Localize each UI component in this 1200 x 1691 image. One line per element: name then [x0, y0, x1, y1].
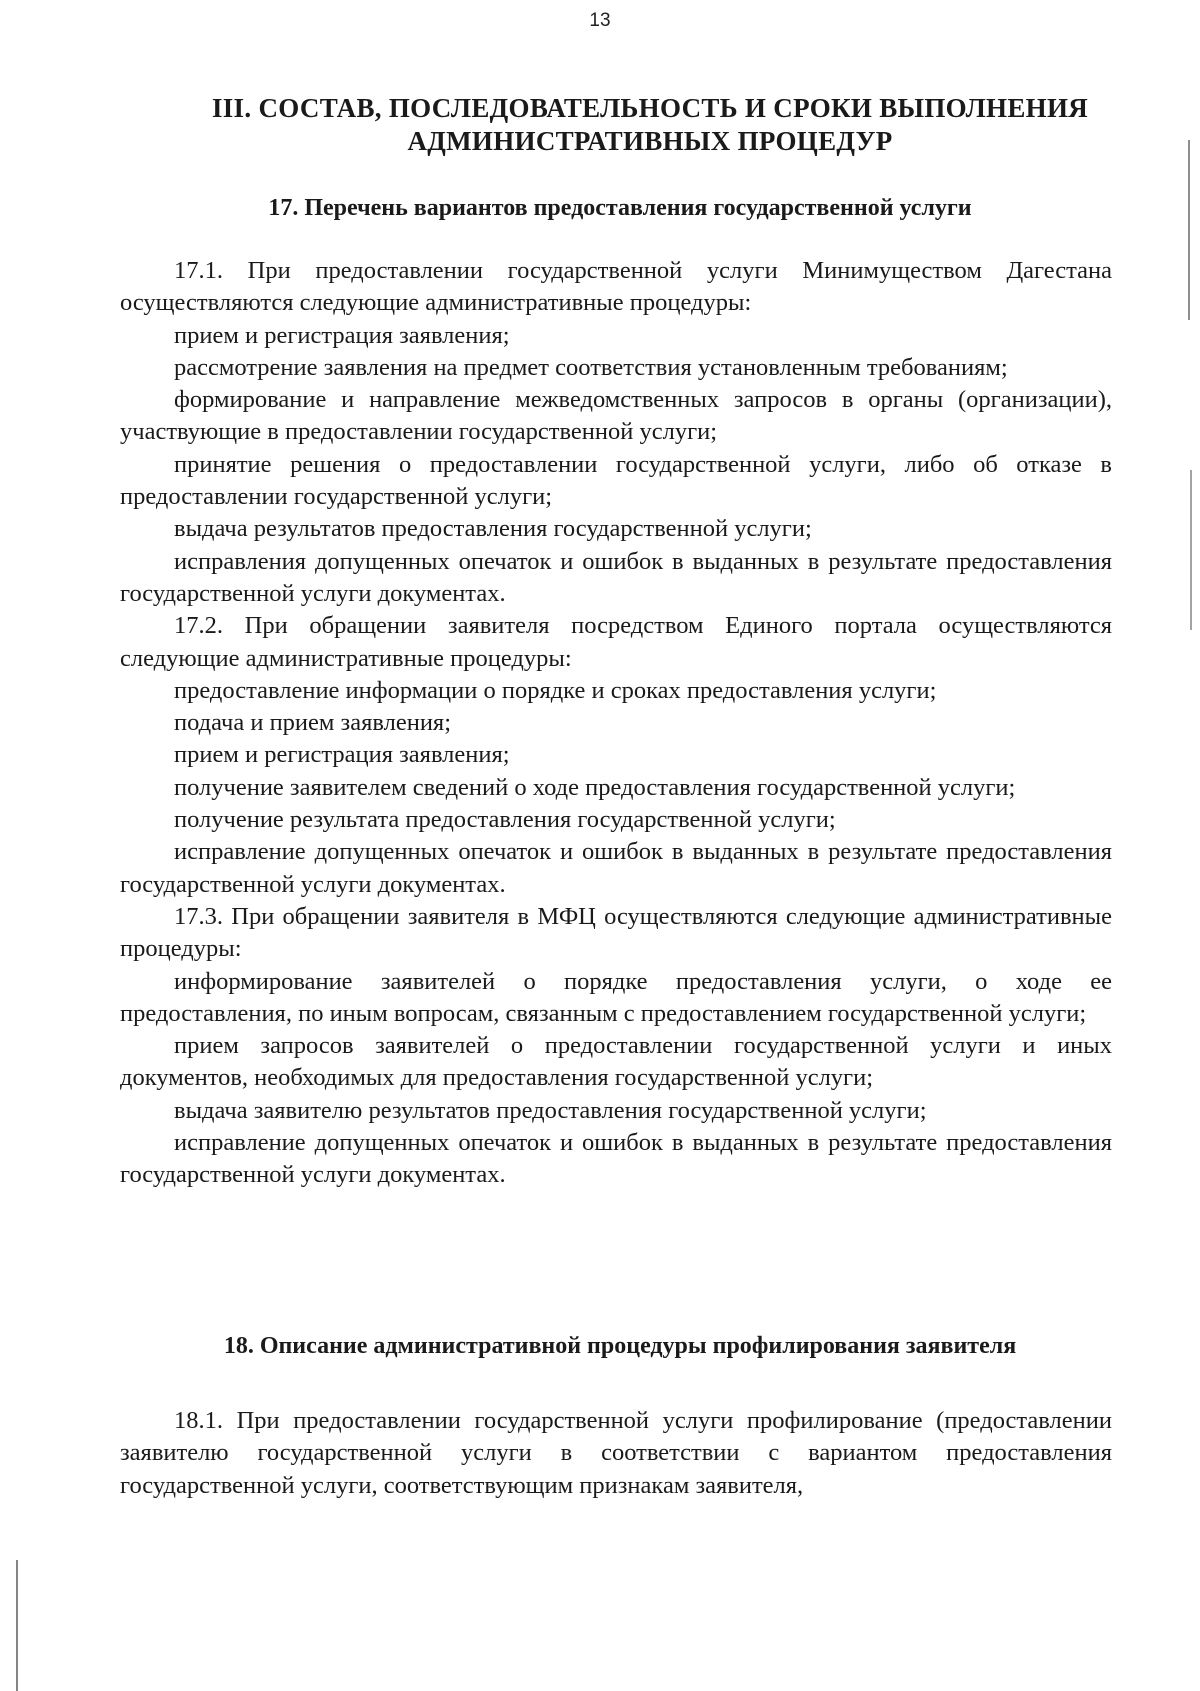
- scan-edge-line-left: [16, 1560, 18, 1691]
- subsection-17-title: 17. Перечень вариантов предоставления государственной услуги: [268, 195, 972, 221]
- list-item: исправления допущенных опечаток и ошибок в выданных в результате предоставления государственной услуги документах.: [120, 547, 1112, 607]
- list-item: рассмотрение заявления на предмет соответствия установленным требованиям;: [174, 353, 1008, 381]
- paragraph: 17.3. При обращении заявителя в МФЦ осуществляются следующие административные процедуры:: [120, 902, 1112, 963]
- list-item: информирование заявителей о порядке предоставления услуги, о ходе ее предоставления, по иным вопросам, связанным с предоставлением государственной услуги;: [120, 967, 1112, 1027]
- list-item: прием и регистрация заявления;: [174, 741, 510, 769]
- list-item: выдача результатов предоставления государственной услуги;: [174, 515, 812, 543]
- paragraph: 17.2. При обращении заявителя посредством Единого портала осуществляются следующие административные процедуры:: [120, 612, 1112, 672]
- list-item: подача и прием заявления;: [174, 709, 452, 737]
- list-item: получение заявителем сведений о ходе предоставления государственной услуги;: [174, 773, 1016, 801]
- list-item: исправление допущенных опечаток и ошибок в выданных в результате предоставления государственной услуги документах.: [120, 838, 1112, 898]
- list-item: исправление допущенных опечаток и ошибок в выданных в результате предоставления государственной услуги документах.: [120, 1129, 1112, 1189]
- section-title: III. СОСТАВ, ПОСЛЕДОВАТЕЛЬНОСТЬ И СРОКИ ВЫПОЛНЕНИЯ АДМИНИСТРАТИВНЫХ ПРОЦЕДУР: [211, 93, 1089, 156]
- scan-edge-line-right-lower: [1190, 470, 1192, 630]
- list-item: формирование и направление межведомственных запросов в органы (организации), участвующие в предоставлении государственной услуги;: [120, 386, 1112, 446]
- paragraph: 18.1. При предоставлении государственной услуги профилирование (предоставлении заявителю государственной услуги в соответствии с вариантом предоставления государственной услуги, соответствующим признакам заявителя,: [120, 1407, 1112, 1499]
- paragraph: 17.1. При предоставлении государственной услуги Минимуществом Дагестана осуществляются следующие административные процедуры:: [120, 257, 1112, 317]
- list-item: выдача заявителю результатов предоставления государственной услуги;: [174, 1096, 927, 1124]
- subsection-18-body: [120, 1405, 1112, 1502]
- scan-edge-line-right: [1188, 140, 1190, 320]
- list-item: прием запросов заявителей о предоставлении государственной услуги и иных документов, необходимых для предоставления государственной услуги;: [120, 1032, 1112, 1092]
- page-number: 13: [589, 10, 611, 31]
- list-item: принятие решения о предоставлении государственной услуги, либо об отказе в предоставлении государственной услуги;: [120, 450, 1112, 511]
- list-item: прием и регистрация заявления;: [174, 321, 510, 349]
- subsection-17-body: [120, 255, 1112, 1192]
- subsection-18-title: 18. Описание административной процедуры профилирования заявителя: [223, 1333, 1017, 1359]
- list-item: получение результата предоставления государственной услуги;: [174, 806, 836, 834]
- list-item: предоставление информации о порядке и сроках предоставления услуги;: [174, 676, 937, 704]
